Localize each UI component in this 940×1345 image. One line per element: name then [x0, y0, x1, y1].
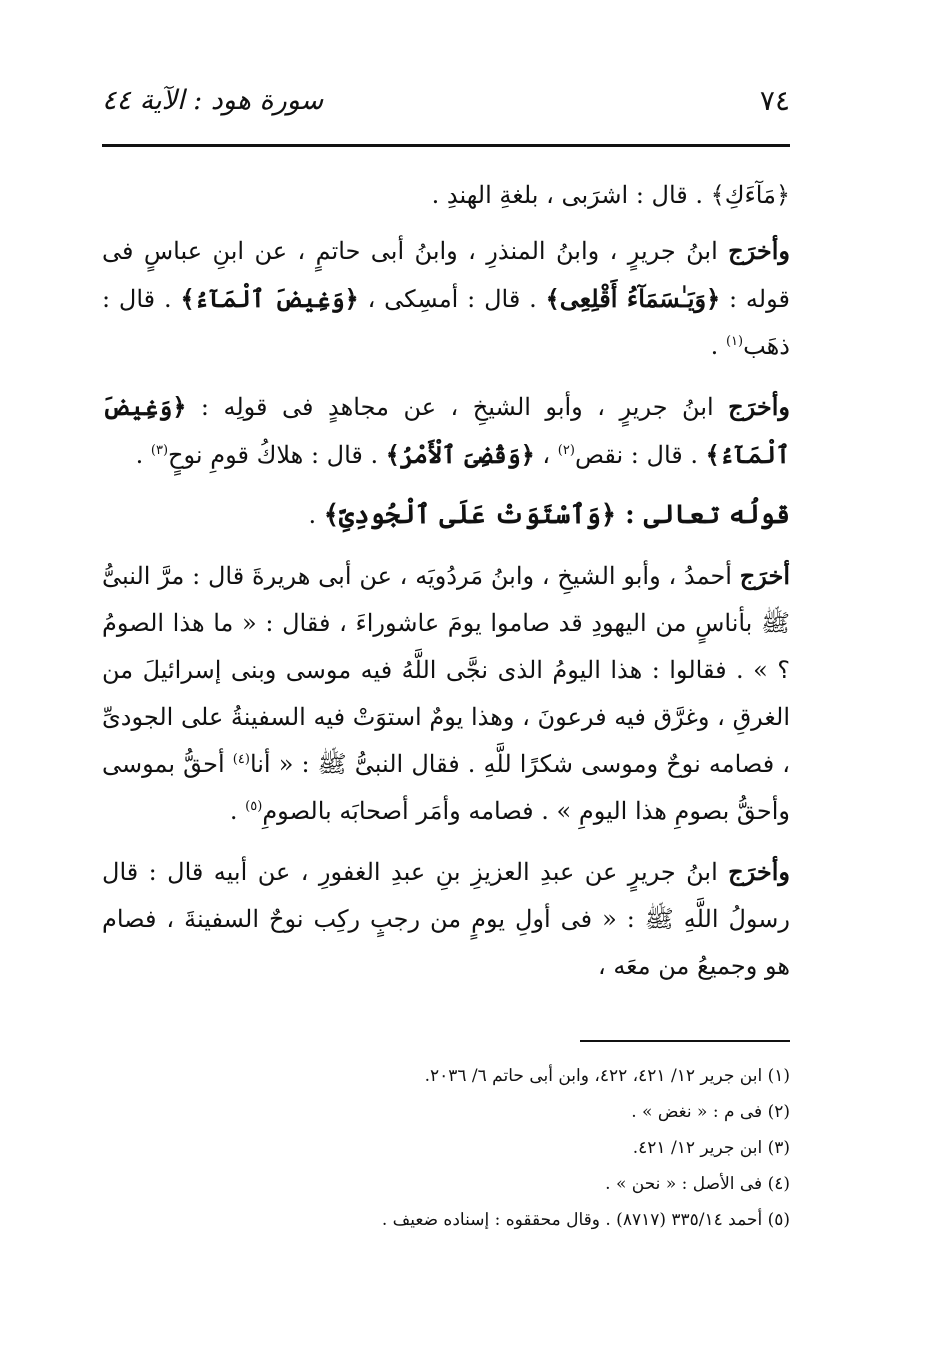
- footnote-5: (٥) أحمد ٣٣٥/١٤ (٨٧١٧) . وقال محققوه : إسناده ضعيف .: [381, 1210, 790, 1230]
- paragraph-2-text-c: . قال : ذهَب: [102, 285, 790, 360]
- footnotes: [102, 1058, 790, 1238]
- section-heading-verse: ﴿وَٱسْتَوَتْ عَلَى ٱلْجُودِىِّ﴾: [323, 500, 617, 530]
- paragraph-3-text-a: ابنُ جريرٍ ، وأبو الشيخِ ، عن مجاهدٍ فى قولِه :: [186, 393, 729, 421]
- footnote-rule: [580, 1040, 790, 1042]
- quran-quote-3: ﴿وَغِيضَ ٱلْمَآءُ﴾: [102, 392, 790, 469]
- footnote-1: (١) ابن جرير ١٢/ ٤٢١، ٤٢٢، وابن أبى حاتم ٦/ ٢٠٣٦.: [424, 1066, 790, 1086]
- paragraph-3-text-b: . قال : نقص: [574, 441, 706, 469]
- footnote-2: (٢) فى م : « نغض » .: [631, 1102, 790, 1122]
- paragraph-2-text-a: ابنُ جريرٍ ، وابنُ المنذرِ ، وابنُ أبى حاتمٍ ، عن ابنِ عباسٍ فى قوله :: [102, 237, 790, 313]
- paragraph-2: [102, 227, 790, 370]
- quran-quote-2: ﴿وَغِيضَ ٱلْمَآءُ﴾: [180, 284, 359, 313]
- quran-quote-4: ﴿وَقُضِىَ ٱلْأَمْرُ﴾: [385, 440, 535, 469]
- footnote-ref-3[interactable]: (٣): [150, 443, 169, 458]
- paragraph-5-lead: وأخرَج: [728, 857, 790, 886]
- footnote-ref-1[interactable]: (١): [725, 334, 744, 349]
- paragraph-3-text-e: .: [135, 441, 151, 469]
- main-text: [102, 172, 790, 1003]
- quran-quote-1: ﴿وَيَـٰسَمَآءُ أَقْلِعِى﴾: [545, 284, 721, 313]
- paragraph-4: [102, 552, 790, 835]
- paragraph-5-text-a: ابنُ جريرٍ عن عبدِ العزيزِ بنِ عبدِ الغفورِ ، عن أبيه قال : قال رسولُ اللَّهِ ﷺ : « فى أولِ يومٍ من رجبٍ ركِب نوحٌ السفينةَ ، فصام هو وجميعُ من معَه ،: [102, 858, 791, 980]
- section-heading-end: .: [308, 501, 324, 529]
- paragraph-2-lead: وأخرَج: [728, 236, 790, 265]
- paragraph-3-text-d: . قال : هلاكُ قومِ نوحٍ: [168, 441, 386, 469]
- paragraph-4-text-a: أحمدُ ، وأبو الشيخِ ، وابنُ مَردُويَه ، عن أبى هريرةَ قال : مرَّ النبىُّ ﷺ بأناسٍ من اليهودِ قد صاموا يومَ عاشوراءَ ، فقال : « ما هذا الصومُ ؟ » . فقالوا : هذا اليومُ الذى نجَّى اللَّهُ فيه موسى وبنى إسرائيلَ من الغرقِ ، وغرَّق فيه فرعونَ ، وهذا يومٌ استوَتْ فيه السفينةُ على الجودىِّ ، فصامه نوحٌ وموسى شكرًا للَّهِ . فقال النبىُّ ﷺ : « أنا: [102, 562, 791, 778]
- footnote-ref-5[interactable]: (٥): [245, 799, 263, 814]
- paragraph-1: ﴿مَآءَكِ﴾ . قال : اشرَبى ، بلغةِ الهندِ .: [431, 181, 790, 209]
- section-heading-lead: قولُه تعالى :: [616, 500, 790, 530]
- section-heading: [102, 492, 790, 539]
- footnote-ref-4[interactable]: (٤): [232, 752, 250, 767]
- paragraph-3: [102, 383, 790, 479]
- paragraph-4-text-c: .: [229, 797, 246, 825]
- paragraph-3-text-c: ،: [534, 441, 558, 469]
- page-number: ٧٤: [759, 84, 790, 117]
- paragraph-4-lead: أخرَج: [739, 561, 790, 590]
- running-title: سورة هود : الآية ٤٤: [102, 85, 324, 116]
- header-rule: [102, 144, 790, 147]
- footnote-4: (٤) فى الأصل : « نحن » .: [605, 1174, 790, 1194]
- paragraph-4-text-b: أحقُّ بموسى وأحقُّ بصومِ هذا اليومِ » . فصامه وأمَر أصحابَه بالصومِ: [102, 750, 790, 825]
- page-header: [102, 84, 790, 117]
- paragraph-2-text-d: .: [710, 332, 726, 360]
- paragraph-5: [102, 848, 790, 990]
- footnote-ref-2[interactable]: (٢): [557, 443, 575, 458]
- paragraph-2-text-b: . قال : أمسِكى ،: [358, 285, 546, 313]
- paragraph-3-lead: وأخرَج: [728, 392, 790, 421]
- footnote-3: (٣) ابن جرير ١٢/ ٤٢١.: [632, 1138, 790, 1158]
